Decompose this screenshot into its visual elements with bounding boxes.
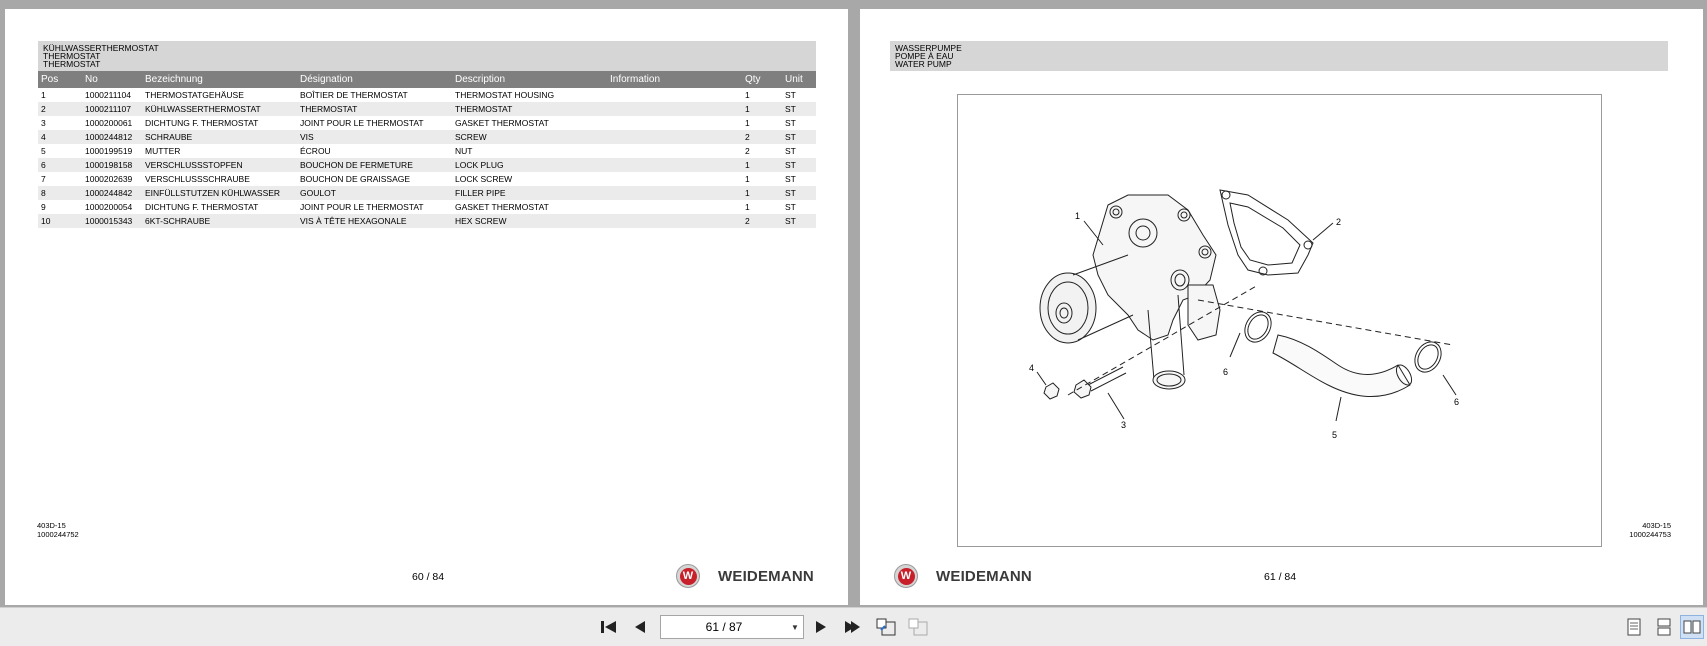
left-page-number: 60 / 84 — [412, 571, 445, 583]
cell-description: GASKET THERMOSTAT — [455, 118, 549, 128]
cell-description: GASKET THERMOSTAT — [455, 202, 549, 212]
cell-information — [607, 214, 742, 228]
cell-description: THERMOSTAT HOUSING — [455, 90, 555, 100]
cell-no: 1000015343 — [82, 214, 142, 228]
cell-description: SCREW — [452, 130, 607, 144]
header-line-de: WASSERPUMPE — [895, 43, 962, 53]
callout-1: 1 — [1075, 211, 1081, 221]
cell-information — [607, 88, 742, 102]
cell-pos: 7 — [41, 174, 46, 184]
right-page — [860, 9, 1703, 605]
callout-6-right: 6 — [1454, 397, 1460, 407]
previous-page-icon — [633, 619, 647, 635]
cell-designation: ÉCROU — [300, 146, 331, 156]
cell-pos: 5 — [41, 146, 46, 156]
exploded-view-diagram — [957, 94, 1602, 547]
cell-no: 1000211104 — [85, 90, 132, 100]
right-footer-code — [1629, 522, 1671, 539]
model-code: 403D-15 — [37, 521, 66, 530]
cell-unit: ST — [785, 146, 796, 156]
cell-qty: 2 — [742, 130, 782, 144]
cell-designation: BOUCHON DE GRAISSAGE — [300, 174, 411, 184]
weidemann-logo-icon: W — [676, 564, 700, 588]
model-code: 403D-15 — [1642, 521, 1671, 530]
cell-information — [607, 130, 742, 144]
last-page-icon — [843, 619, 861, 635]
cell-unit: ST — [785, 90, 796, 100]
cell-pos: 10 — [38, 214, 82, 228]
left-page — [5, 9, 848, 605]
next-page-button[interactable] — [809, 615, 833, 639]
table-row — [38, 102, 816, 116]
cell-qty: 1 — [745, 202, 750, 212]
two-page-view-button[interactable] — [1680, 615, 1704, 639]
brand-name: WEIDEMANN — [718, 567, 814, 585]
cell-bezeichnung: VERSCHLUSSSTOPFEN — [142, 158, 297, 172]
col-header-no: No — [82, 71, 142, 88]
parts-table — [38, 71, 816, 228]
table-row — [38, 158, 816, 172]
table-row — [38, 200, 816, 214]
next-page-icon — [814, 619, 828, 635]
cell-unit: ST — [785, 118, 796, 128]
cell-information — [607, 186, 742, 200]
cell-description: THERMOSTAT — [452, 102, 607, 116]
col-header-pos: Pos — [38, 71, 82, 88]
col-header-designation: Désignation — [297, 71, 452, 88]
cell-no: 1000199519 — [85, 146, 133, 156]
continuous-view-icon — [1656, 618, 1672, 636]
cell-bezeichnung: THERMOSTATGEHÄUSE — [145, 90, 244, 100]
cell-description: NUT — [455, 146, 473, 156]
table-row — [38, 88, 816, 102]
table-row — [38, 144, 816, 158]
viewer-toolbar — [0, 607, 1707, 646]
table-row — [38, 130, 816, 144]
page-selector[interactable] — [660, 615, 804, 639]
col-header-information: Information — [607, 71, 742, 88]
header-line-fr: POMPE À EAU — [895, 51, 954, 62]
callout-5: 5 — [1332, 430, 1338, 440]
cell-information — [607, 158, 742, 172]
cell-qty: 1 — [745, 90, 750, 100]
col-header-description: Description — [452, 71, 607, 88]
two-page-view-icon — [1683, 619, 1701, 635]
cell-pos: 6 — [38, 158, 82, 172]
right-page-header — [890, 41, 1668, 71]
cell-description: HEX SCREW — [452, 214, 607, 228]
cell-pos: 8 — [38, 186, 82, 200]
cell-pos: 1 — [41, 90, 46, 100]
col-header-unit: Unit — [782, 71, 816, 88]
document-number: 1000244752 — [37, 529, 79, 539]
page-indicator: 61 / 87 — [705, 620, 743, 634]
callout-2: 2 — [1336, 217, 1342, 227]
continuous-view-button[interactable] — [1652, 615, 1676, 639]
col-header-bezeichnung: Bezeichnung — [142, 71, 297, 88]
cell-information — [607, 102, 742, 116]
cell-designation: VIS À TÊTE HEXAGONALE — [297, 214, 452, 228]
document-number: 1000244753 — [1629, 529, 1671, 539]
single-page-view-button[interactable] — [1622, 615, 1646, 639]
last-page-button[interactable] — [840, 615, 864, 639]
right-page-number: 61 / 84 — [1264, 571, 1297, 583]
cell-pos: 2 — [38, 102, 82, 116]
cell-description: LOCK SCREW — [455, 174, 513, 184]
cell-no: 1000211107 — [82, 102, 142, 116]
go-back-view-icon — [875, 617, 897, 637]
cell-designation: GOULOT — [297, 186, 452, 200]
cell-designation: BOÎTIER DE THERMOSTAT — [300, 90, 408, 100]
cell-pos: 3 — [41, 118, 46, 128]
cell-qty: 1 — [742, 186, 782, 200]
callout-6: 6 — [1223, 367, 1229, 377]
cell-no: 1000244812 — [82, 130, 142, 144]
chevron-down-icon: ▼ — [791, 622, 799, 632]
cell-bezeichnung: DICHTUNG F. THERMOSTAT — [145, 118, 259, 128]
cell-bezeichnung: KÜHLWASSERTHERMOSTAT — [142, 102, 297, 116]
header-line-en: THERMOSTAT — [43, 59, 101, 70]
cell-qty: 1 — [745, 174, 750, 184]
cell-unit: ST — [782, 130, 816, 144]
previous-page-button[interactable] — [628, 615, 652, 639]
cell-designation: VIS — [297, 130, 452, 144]
cell-unit: ST — [782, 102, 816, 116]
cell-unit: ST — [782, 158, 816, 172]
water-pump-drawing — [958, 95, 1601, 546]
cell-no: 1000198158 — [82, 158, 142, 172]
cell-information — [607, 172, 742, 186]
table-row — [38, 172, 816, 186]
cell-description: LOCK PLUG — [452, 158, 607, 172]
cell-qty: 2 — [742, 214, 782, 228]
cell-qty: 1 — [742, 102, 782, 116]
weidemann-logo — [894, 564, 1032, 588]
col-header-qty: Qty — [742, 71, 782, 88]
go-back-view-button[interactable] — [874, 615, 898, 639]
cell-bezeichnung: 6KT-SCHRAUBE — [142, 214, 297, 228]
cell-qty: 1 — [745, 118, 750, 128]
cell-bezeichnung: SCHRAUBE — [142, 130, 297, 144]
cell-description: FILLER PIPE — [452, 186, 607, 200]
cell-pos: 9 — [41, 202, 46, 212]
table-row — [38, 186, 816, 200]
cell-bezeichnung: EINFÜLLSTUTZEN KÜHLWASSER — [142, 186, 297, 200]
cell-no: 1000200054 — [85, 202, 133, 212]
cell-unit: ST — [785, 202, 796, 212]
cell-no: 1000244842 — [82, 186, 142, 200]
cell-no: 1000202639 — [85, 174, 133, 184]
cell-unit: ST — [785, 174, 796, 184]
cell-information — [607, 200, 742, 214]
go-forward-view-icon — [907, 617, 929, 637]
cell-qty: 2 — [745, 146, 750, 156]
weidemann-logo — [676, 564, 814, 588]
table-header-row — [38, 71, 816, 88]
gasket-part — [1220, 190, 1313, 275]
go-forward-view-button[interactable] — [906, 615, 930, 639]
cell-bezeichnung: VERSCHLUSSSCHRAUBE — [145, 174, 250, 184]
weidemann-logo-icon: W — [894, 564, 918, 588]
cell-designation: JOINT POUR LE THERMOSTAT — [300, 118, 424, 128]
header-line-de: KÜHLWASSERTHERMOSTAT — [43, 43, 159, 53]
cell-designation: THERMOSTAT — [297, 102, 452, 116]
callout-4: 4 — [1029, 363, 1035, 373]
hose-part — [1273, 335, 1410, 397]
cell-information — [607, 116, 742, 130]
cell-designation: BOUCHON DE FERMETURE — [297, 158, 452, 172]
first-page-icon — [600, 619, 618, 635]
header-line-fr: THERMOSTAT — [43, 51, 101, 62]
cell-designation: JOINT POUR LE THERMOSTAT — [300, 202, 424, 212]
left-footer-code — [37, 522, 79, 539]
cell-information — [607, 144, 742, 158]
cell-no: 1000200061 — [85, 118, 133, 128]
table-row — [38, 214, 816, 228]
left-page-header — [38, 41, 816, 71]
brand-name: WEIDEMANN — [936, 567, 1032, 585]
cell-unit: ST — [782, 214, 816, 228]
first-page-button[interactable] — [597, 615, 621, 639]
cell-qty: 1 — [742, 158, 782, 172]
single-page-view-icon — [1626, 618, 1642, 636]
cell-bezeichnung: DICHTUNG F. THERMOSTAT — [145, 202, 259, 212]
table-row — [38, 116, 816, 130]
cell-pos: 4 — [38, 130, 82, 144]
cell-unit: ST — [782, 186, 816, 200]
header-line-en: WATER PUMP — [895, 59, 952, 70]
cell-bezeichnung: MUTTER — [145, 146, 181, 156]
callout-3: 3 — [1121, 420, 1127, 430]
